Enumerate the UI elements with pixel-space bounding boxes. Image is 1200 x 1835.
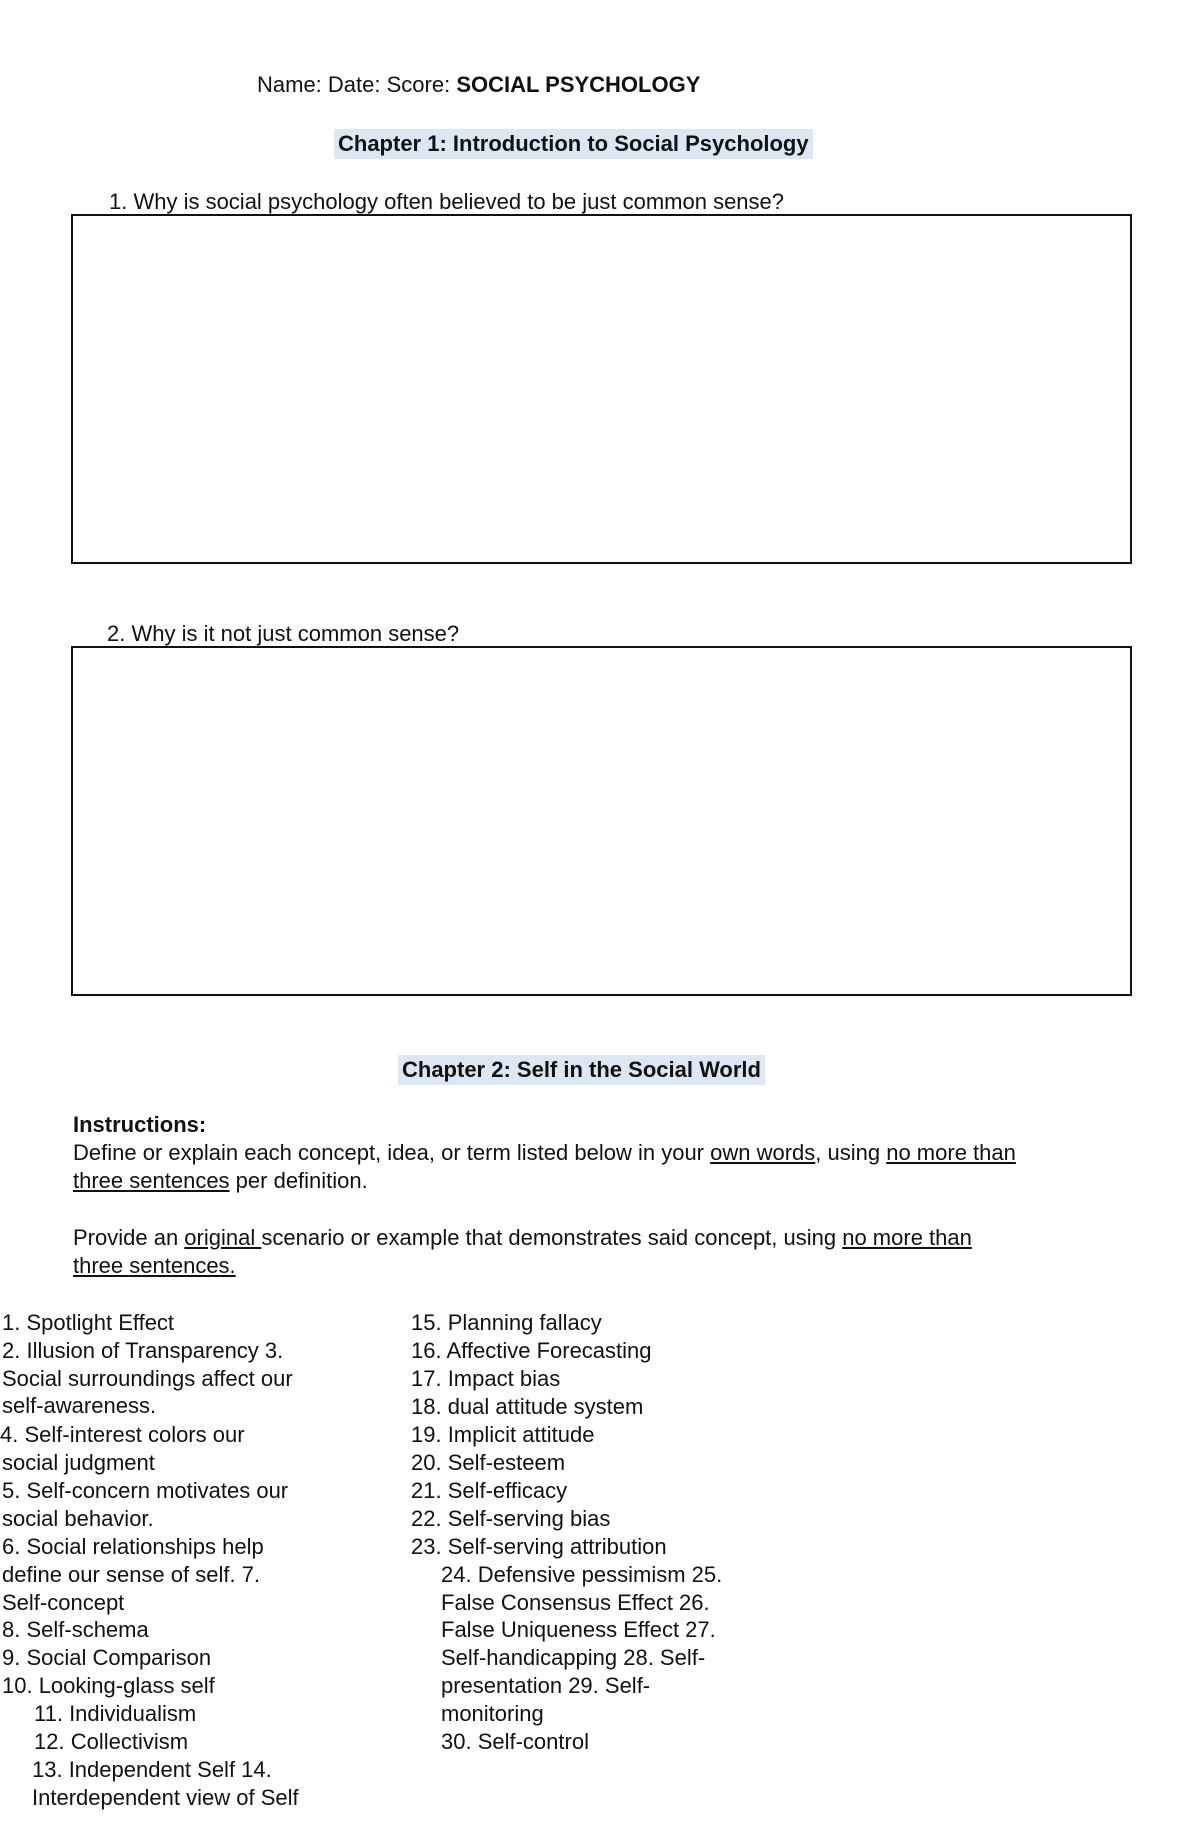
term-line: 13. Independent Self 14.	[32, 1757, 272, 1782]
term-line: 5. Self-concern motivates our	[2, 1478, 289, 1503]
chapter1-title: Chapter 1: Introduction to Social Psychology	[334, 129, 813, 159]
term-line: monitoring	[441, 1701, 544, 1726]
header-fields-label: Name: Date: Score:	[257, 72, 451, 97]
question-1: 1. Why is social psychology often believed to be just common sense?	[109, 189, 785, 214]
term-line: 24. Defensive pessimism 25.	[441, 1562, 723, 1587]
term-line: 9. Social Comparison	[2, 1645, 212, 1670]
term-line: Self-handicapping 28. Self-	[441, 1645, 706, 1670]
term-line: 11. Individualism	[34, 1701, 197, 1726]
instructions-label: Instructions:	[73, 1112, 207, 1137]
instr1-no-more-than: no more than	[886, 1140, 1016, 1165]
term-line: 2. Illusion of Transparency 3.	[2, 1338, 284, 1363]
instr2-text-a: Provide an	[73, 1225, 185, 1250]
term-line: 1. Spotlight Effect	[2, 1310, 175, 1335]
instr1-text-c: , using	[815, 1140, 887, 1165]
term-line: 16. Affective Forecasting	[411, 1338, 652, 1363]
term-line: Social surroundings affect our	[2, 1366, 293, 1391]
term-line: 10. Looking-glass self	[2, 1673, 215, 1698]
term-line: 23. Self-serving attribution	[411, 1534, 667, 1559]
instr1-three: three	[73, 1168, 130, 1193]
term-line: 17. Impact bias	[411, 1366, 561, 1391]
instr1-own-words: own words	[710, 1140, 816, 1165]
term-line: 12. Collectivism	[34, 1729, 189, 1754]
term-line: Self-concept	[2, 1590, 125, 1615]
instr1-text-a: Define or explain each concept, idea, or term listed below in your	[73, 1140, 711, 1165]
document-header	[257, 72, 700, 98]
term-line: False Consensus Effect 26.	[441, 1590, 710, 1615]
instructions-paragraph-2	[73, 1224, 1113, 1280]
term-line: 20. Self-esteem	[411, 1450, 566, 1475]
instr2-text-c: scenario or example that demonstrates said concept, using	[261, 1225, 843, 1250]
term-line: False Uniqueness Effect 27.	[441, 1617, 716, 1642]
instr2-three: three	[73, 1253, 130, 1278]
term-line: 6. Social relationships help	[2, 1534, 264, 1559]
term-line: 4. Self-interest colors our	[0, 1422, 245, 1447]
term-line: social behavior.	[2, 1506, 154, 1531]
term-line: self-awareness.	[2, 1393, 157, 1418]
term-line: 30. Self-control	[441, 1729, 589, 1754]
term-line: 19. Implicit attitude	[411, 1422, 595, 1447]
term-line: 18. dual attitude system	[411, 1394, 644, 1419]
term-line: define our sense of self. 7.	[2, 1562, 261, 1587]
term-line: 8. Self-schema	[2, 1617, 149, 1642]
term-line: Interdependent view of Self	[32, 1785, 299, 1810]
term-line: 22. Self-serving bias	[411, 1506, 611, 1531]
instr2-sentences: sentences.	[129, 1253, 236, 1278]
instr2-original: original	[184, 1225, 262, 1250]
term-line: social judgment	[2, 1450, 155, 1475]
instr1-sentences: sentences	[129, 1168, 230, 1193]
answer-box-2[interactable]	[71, 646, 1132, 996]
term-line: 21. Self-efficacy	[411, 1478, 568, 1503]
term-line: 15. Planning fallacy	[411, 1310, 602, 1335]
term-line: presentation 29. Self-	[441, 1673, 651, 1698]
course-title: SOCIAL PSYCHOLOGY	[456, 72, 701, 97]
instr2-no-more-than: no more than	[842, 1225, 972, 1250]
instructions-paragraph-1	[73, 1139, 1113, 1195]
question-2: 2. Why is it not just common sense?	[107, 621, 460, 646]
answer-box-1[interactable]	[71, 214, 1132, 564]
instr1-text-g: per definition.	[229, 1168, 368, 1193]
chapter2-title: Chapter 2: Self in the Social World	[398, 1055, 765, 1085]
